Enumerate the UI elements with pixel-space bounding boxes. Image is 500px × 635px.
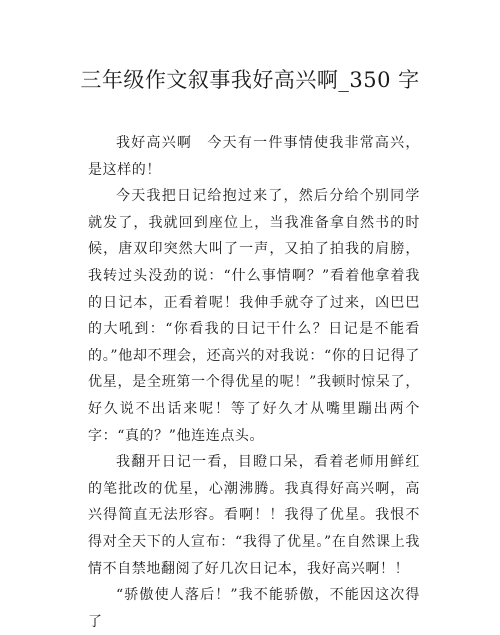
paragraph: 我好高兴啊 今天有一件事情使我非常高兴，是这样的！ bbox=[88, 135, 420, 178]
paragraph: 今天我把日记给抱过来了，然后分给个别同学就发了，我就回到座位上，当我准备拿自然书的时候，唐双印突然大叫了一声，又拍了拍我的肩膀，我转过头没劲的说：“什么事情啊？”看着他拿着我的日记本，正看着呢！我伸手就夺了过来，凶巴巴的大吼到：“你看我的日记干什么？日记是不能看的。”他却不理会，还高兴的对我说：“你的日记得了优星，是全班第一个得优星的呢！”我顿时惊呆了，好久说不出话来呢！等了好久才从嘴里蹦出两个字：“真的？”他连连点头。 bbox=[88, 188, 420, 444]
document-body bbox=[88, 130, 420, 635]
document-title: 三年级作文叙事我好高兴啊_350 字 bbox=[80, 68, 420, 92]
paragraph: 我翻开日记一看，目瞪口呆，看着老师用鲜红的笔批改的优星，心潮沸腾。我真得好高兴啊，高兴得简直无法形容。看啊！！我得了优星。我恨不得对全天下的人宣布：“我得了优星。”在自然课上我情不自禁地翻阅了好几次日记本，我好高兴啊！！ bbox=[88, 454, 420, 577]
paragraph: “骄傲使人落后！”我不能骄傲，不能因这次得了 bbox=[88, 587, 420, 630]
